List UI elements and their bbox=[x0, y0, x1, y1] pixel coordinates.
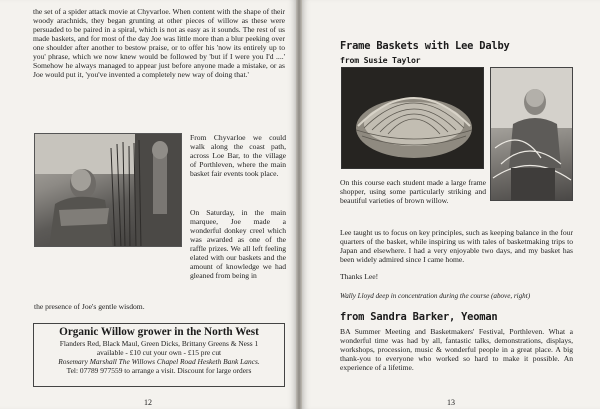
frame-basket-image bbox=[342, 68, 484, 169]
advert-box bbox=[33, 323, 285, 387]
chyvarloe-paragraph: From Chyvarloe we could walk along the coast path, across Loe Bar, to the village of Porthleven, where the main basket fair events took place. bbox=[190, 133, 286, 179]
wally-lloyd-photo bbox=[490, 67, 573, 201]
course-paragraph: On this course each student made a large frame shopper, using some particularly striking and beautiful varieties of brown willow. bbox=[340, 178, 486, 206]
frame-basket-photo bbox=[341, 67, 484, 169]
basket-fair-photo bbox=[34, 133, 182, 247]
advert-title: Organic Willow grower in the North West bbox=[59, 326, 259, 338]
page-12 bbox=[0, 0, 296, 409]
festival-paragraph: BA Summer Meeting and Basketmakers' Festival, Porthleven. What a wonderful time was had by all, fantastic talks, demonstrations, displays, workshops, procession, music & wonderful people in a great place. A big thank-you to everyone who worked so hard to make it possible. An experience of a lifetime. bbox=[340, 327, 573, 373]
saturday-paragraph: On Saturday, in the main marquee, Joe made a wonderful donkey creel which was awarded as one of the raffle prizes. We all left feeling elated with our baskets and the amount of knowledge we had gleaned from being in bbox=[190, 208, 286, 281]
page-number-12: 12 bbox=[144, 398, 152, 407]
thanks-line: Thanks Lee! bbox=[340, 272, 379, 281]
advert-prices: available - £10 cut your own - £15 pre cut bbox=[96, 348, 222, 357]
sandra-barker-heading: from Sandra Barker, Yeoman bbox=[340, 311, 498, 323]
article-byline: from Susie Taylor bbox=[340, 55, 421, 65]
article-title: Frame Baskets with Lee Dalby bbox=[340, 40, 510, 52]
advert-varieties: Flanders Red, Black Maul, Green Dicks, Brittany Greens & Ness 1 bbox=[59, 339, 259, 348]
photo-caption: Wally Lloyd deep in concentration during the course (above, right) bbox=[340, 292, 531, 300]
advert-address: Rosemary Marshall The Willows Chapel Road Hesketh Bank Lancs. bbox=[58, 357, 260, 366]
principles-paragraph: Lee taught us to focus on key principles, such as keeping balance in the four quarters of the basket, while inspiring us with tales of basketmaking trips to Japan and elsewhere. I had a very enjoyable two days, and my basket has been widely admired since I came home. bbox=[340, 228, 573, 265]
intro-paragraph: the set of a spider attack movie at Chyvarloe. When content with the shape of their woody arachnids, they began grunting at other pieces of willow as these were persuaded to be paired in a spiral, which is not as easy as it sounds. The rest of us made baskets, and for most of the day Joe was little more than a blur peeking over one shoulder after another to bestow praise, or to offer his 'now its entirely up to you' phrase, which we now knew would be followed by 'but if I were you I'd ....' Somehow he always managed to appear just before anyone made a mistake, or as Joe would put it, 'you've invented a completely new way of doing that.' bbox=[33, 7, 285, 80]
closing-line: the presence of Joe's gentle wisdom. bbox=[34, 302, 145, 311]
weaver-at-work-image bbox=[491, 68, 573, 201]
man-weaving-willow-image bbox=[35, 134, 182, 247]
page-13 bbox=[302, 0, 600, 409]
advert-phone: Tel: 07789 977559 to arrange a visit. Discount for large orders bbox=[66, 366, 252, 375]
page-number-13: 13 bbox=[447, 398, 455, 407]
